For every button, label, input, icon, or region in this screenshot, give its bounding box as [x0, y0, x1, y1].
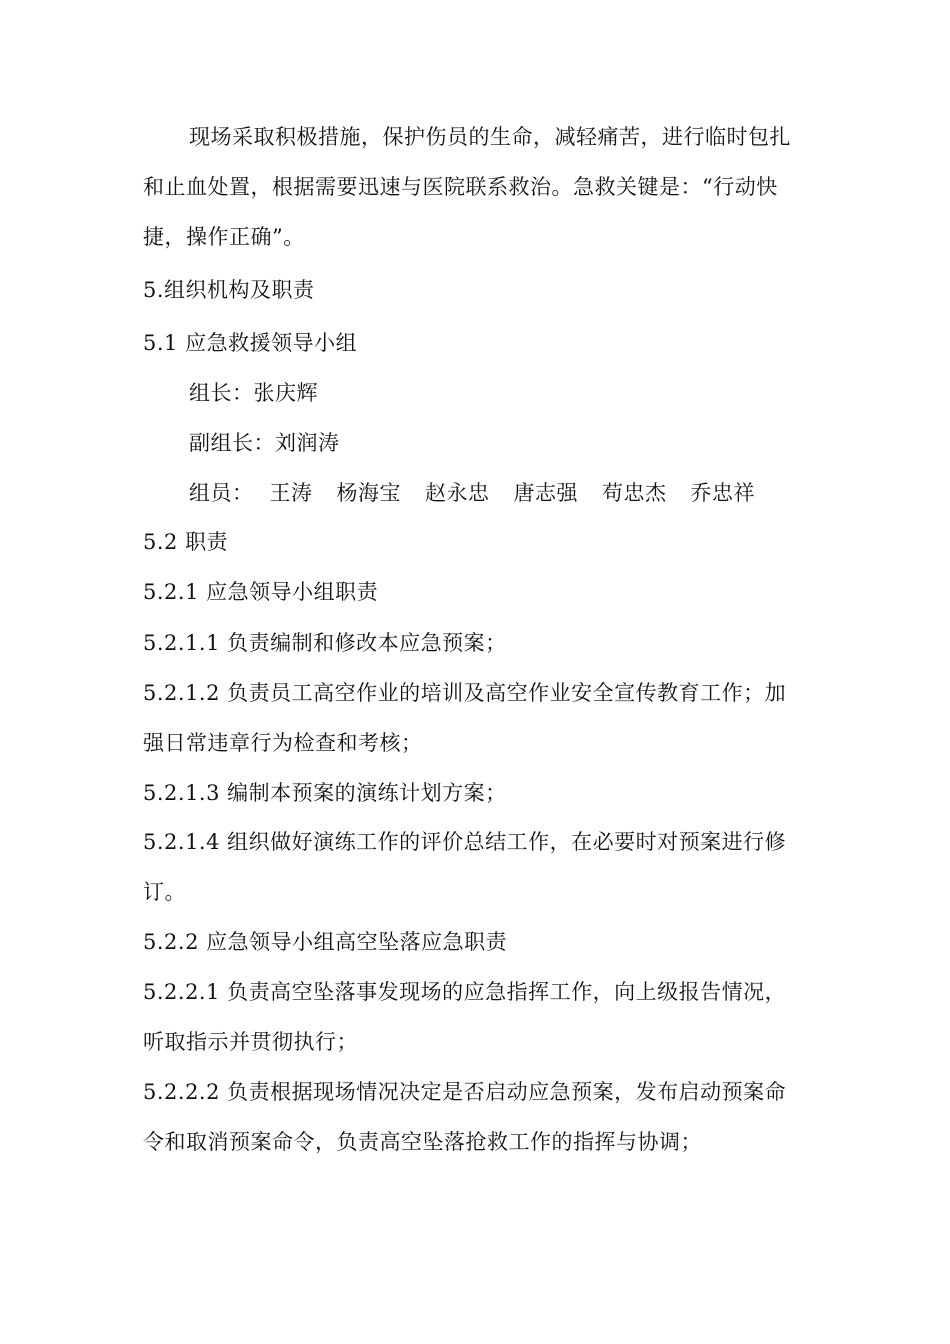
item-5-2-2-1-line-1: 5.2.2.1 负责高空坠落事发现场的应急指挥工作，向上级报告情况， [143, 980, 787, 1004]
leader-line: 组长：张庆辉 [189, 381, 318, 405]
member-name: 赵永忠 [425, 481, 490, 505]
item-5-2-1-2-line-1: 5.2.1.2 负责员工高空作业的培训及高空作业安全宣传教育工作；加 [143, 681, 787, 705]
item-5-2-2-2-line-2: 令和取消预案命令，负责高空坠落抢救工作的指挥与协调； [143, 1130, 702, 1154]
intro-line-3: 捷，操作正确”。 [143, 225, 305, 249]
member-name: 乔忠祥 [690, 481, 755, 505]
item-5-2-1-3: 5.2.1.3 编制本预案的演练计划方案； [143, 781, 507, 805]
section-5-2-1-heading: 5.2.1 应急领导小组职责 [143, 580, 379, 604]
section-5-heading: 5.组织机构及职责 [143, 278, 315, 302]
members-label: 组员： [189, 481, 254, 505]
item-5-2-1-2-line-2: 强日常违章行为检查和考核； [143, 731, 423, 755]
item-5-2-1-1: 5.2.1.1 负责编制和修改本应急预案； [143, 631, 507, 655]
member-name: 王涛 [269, 481, 313, 505]
item-5-2-1-4-line-1: 5.2.1.4 组织做好演练工作的评价总结工作，在必要时对预案进行修 [143, 830, 787, 854]
section-5-2-heading: 5.2 职责 [143, 530, 229, 554]
item-5-2-2-1-line-2: 听取指示并贯彻执行； [143, 1030, 358, 1054]
item-5-2-2-2-line-1: 5.2.2.2 负责根据现场情况决定是否启动应急预案，发布启动预案命 [143, 1080, 787, 1104]
section-5-1-heading: 5.1 应急救援领导小组 [143, 331, 358, 355]
member-name: 苟忠杰 [602, 481, 667, 505]
section-5-2-2-heading: 5.2.2 应急领导小组高空坠落应急职责 [143, 930, 508, 954]
intro-line-1: 现场采取积极措施，保护伤员的生命，减轻痛苦，进行临时包扎 [189, 125, 791, 149]
member-name: 唐志强 [513, 481, 578, 505]
members-line [189, 480, 755, 506]
deputy-leader-line: 副组长：刘润涛 [189, 431, 340, 455]
item-5-2-1-4-line-2: 订。 [143, 880, 186, 904]
member-name: 杨海宝 [336, 481, 401, 505]
intro-line-2: 和止血处置，根据需要迅速与医院联系救治。急救关键是：“行动快 [143, 175, 778, 199]
